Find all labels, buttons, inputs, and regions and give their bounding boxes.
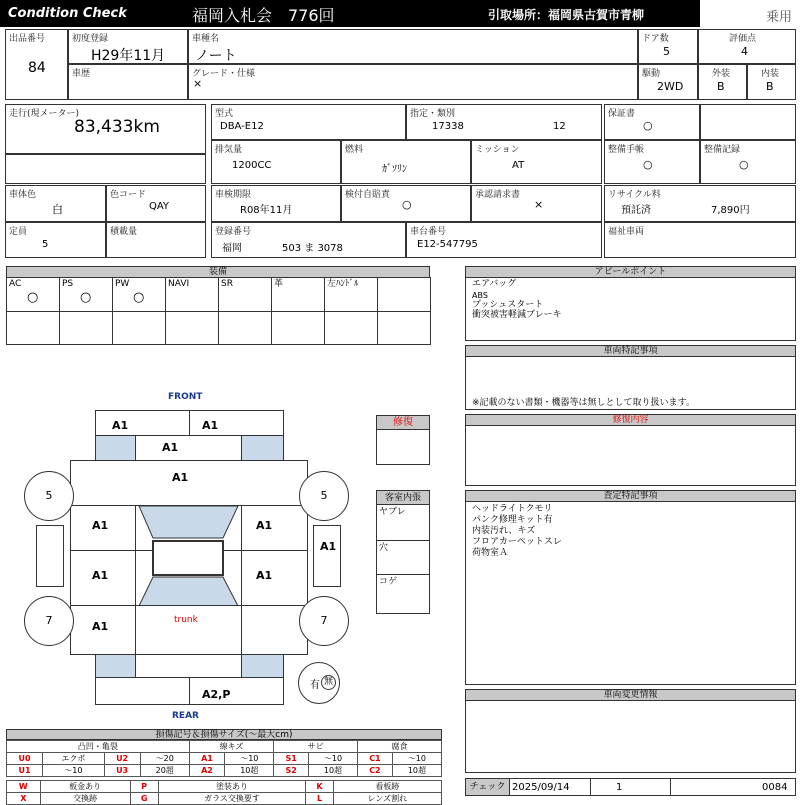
special-header: 車両特記事項 bbox=[465, 345, 796, 357]
fuel: ｶﾞｿﾘﾝ bbox=[382, 164, 407, 175]
wheel-front-right[interactable]: 5 bbox=[299, 471, 349, 521]
legend-desc: ～20 bbox=[140, 753, 189, 765]
door-front-right[interactable]: A1 bbox=[241, 550, 308, 606]
insurance-cell: 検付自賠責 ○ bbox=[341, 185, 471, 222]
category-number: 12 bbox=[553, 121, 566, 132]
mileage: 83,433km bbox=[74, 117, 160, 137]
front-fender-left[interactable]: A1 bbox=[70, 505, 136, 551]
front-bumper-left[interactable]: A1 bbox=[95, 410, 190, 436]
plate-region: 福岡 bbox=[222, 243, 242, 254]
rear-bumper-right[interactable]: A2,P bbox=[189, 677, 284, 705]
lot-cell: 出品番号 84 bbox=[5, 29, 68, 100]
equipment-label: NAVI bbox=[168, 279, 190, 289]
doors: 5 bbox=[663, 45, 670, 58]
approval: × bbox=[534, 198, 544, 211]
auction-name: 福岡入札会 776回 bbox=[192, 6, 335, 25]
legend-code: A2 bbox=[189, 765, 225, 777]
score-cell: 評価点 4 bbox=[698, 29, 796, 64]
legend-code: X bbox=[7, 793, 41, 805]
recycle-cell: リサイクル料 預託済 7,890円 bbox=[604, 185, 796, 222]
special-box bbox=[465, 356, 796, 410]
taillight-right[interactable] bbox=[241, 654, 284, 678]
warranty-extra-cell bbox=[700, 104, 796, 140]
legend-desc: レンズ割れ bbox=[333, 793, 441, 805]
assessment-box: ヘッドライトクモリ パンク修理キット有 内装汚れ、キズ フロアカーペットスレ 荷物室Ａ bbox=[465, 501, 796, 685]
legend-code: G bbox=[130, 793, 158, 805]
history-cell: 車歴 bbox=[68, 64, 188, 100]
trunk-lid[interactable] bbox=[135, 654, 242, 678]
inspection-expiry: R08年11月 bbox=[240, 205, 293, 216]
mileage-cell: 走行(現メーター) 83,433km bbox=[5, 104, 206, 154]
legend-desc: ガラス交換要す bbox=[158, 793, 306, 805]
fuel-cell: 燃料 ｶﾞｿﾘﾝ bbox=[341, 140, 471, 184]
legend-table-sizes bbox=[6, 740, 442, 777]
wheel-rear-right[interactable]: 7 bbox=[299, 596, 349, 646]
glass-shapes bbox=[135, 505, 242, 606]
category-cell bbox=[700, 0, 800, 27]
equipment-value: ○ bbox=[27, 290, 39, 305]
taillight-left[interactable] bbox=[95, 654, 136, 678]
legend-group: サビ bbox=[274, 741, 358, 753]
interior-box: 客室内張 ヤブレ 穴 コゲ bbox=[376, 490, 430, 614]
legend-code: C2 bbox=[358, 765, 393, 777]
warranty: ○ bbox=[643, 119, 653, 132]
doors-cell: ドア数 5 bbox=[638, 29, 698, 64]
spare-tire[interactable]: 有 無 bbox=[298, 662, 340, 704]
equipment-label: 左ﾊﾝﾄﾞﾙ bbox=[327, 279, 359, 289]
first-registration-cell: 初度登録 H29年11月 bbox=[68, 29, 188, 64]
plate-number: 503 ま 3078 bbox=[282, 243, 343, 254]
body-color-cell: 車体色 白 bbox=[5, 185, 106, 222]
chassis-cell: 車台番号 E12-547795 bbox=[406, 222, 602, 258]
grille[interactable]: A1 bbox=[135, 435, 242, 461]
mirror-right[interactable]: A1 bbox=[313, 525, 341, 587]
model: DBA-E12 bbox=[220, 121, 264, 132]
first-registration: H29年11月 bbox=[91, 48, 166, 64]
body-color: 白 bbox=[52, 203, 63, 216]
legend-code: S1 bbox=[274, 753, 309, 765]
car-name: ノート bbox=[195, 48, 237, 64]
repair-box bbox=[465, 425, 796, 486]
door-front-left[interactable]: A1 bbox=[70, 550, 136, 606]
welfare-cell: 福祉車両 bbox=[604, 222, 796, 258]
designation-cell: 指定・類別 17338 12 bbox=[406, 104, 602, 140]
legend-group: 腐食 bbox=[358, 741, 442, 753]
wheel-rear-left[interactable]: 7 bbox=[24, 596, 74, 646]
check-page: 1 bbox=[616, 782, 623, 793]
repair-header: 修復内容 bbox=[465, 414, 796, 426]
legend-desc: 看板跡 bbox=[333, 781, 441, 793]
repair-label-box: 修復 bbox=[376, 415, 430, 465]
spare-mark: 無 bbox=[321, 675, 336, 690]
chassis-number: E12-547795 bbox=[417, 239, 478, 250]
grade-cell: グレード・仕様 × bbox=[188, 64, 638, 100]
plate-cell: 登録番号 福岡 503 ま 3078 bbox=[211, 222, 406, 258]
legend-code: K bbox=[306, 781, 333, 793]
legend-code: L bbox=[306, 793, 333, 805]
capacity-cell: 定員 5 bbox=[5, 222, 106, 258]
legend-code: U2 bbox=[104, 753, 140, 765]
legend-desc: 交換跡 bbox=[40, 793, 130, 805]
legend-desc: 10超 bbox=[225, 765, 274, 777]
hood[interactable]: A1 bbox=[70, 460, 308, 506]
rear-bumper-left[interactable] bbox=[95, 677, 190, 705]
car-name-cell: 車種名 ノート bbox=[188, 29, 638, 64]
equipment-label: AC bbox=[9, 279, 22, 289]
legend-desc: 板金あり bbox=[40, 781, 130, 793]
insurance: ○ bbox=[402, 198, 412, 211]
recycle-status: 預託済 bbox=[621, 205, 651, 216]
legend-code: U3 bbox=[104, 765, 140, 777]
check-label: チェック bbox=[466, 779, 510, 795]
front-bumper-right[interactable]: A1 bbox=[189, 410, 284, 436]
appeal-box: エアバッグ ABS プッシュスタート 衝突被害軽減ブレーキ bbox=[465, 277, 796, 341]
designation: 17338 bbox=[432, 121, 464, 132]
trunk-area[interactable] bbox=[135, 605, 242, 655]
legend-group: 線キズ bbox=[189, 741, 274, 753]
score: 4 bbox=[741, 45, 748, 58]
check-date: 2025/09/14 bbox=[512, 782, 570, 793]
equipment-value: ○ bbox=[80, 290, 92, 305]
load-cell: 積載量 bbox=[106, 222, 206, 258]
exterior-cell: 外装 B bbox=[698, 64, 747, 100]
legend-desc: 塗装あり bbox=[158, 781, 306, 793]
headlight-right[interactable] bbox=[241, 435, 284, 461]
check-number: 0084 bbox=[762, 782, 788, 793]
category: 乗用 bbox=[766, 10, 793, 25]
legend-code: C1 bbox=[358, 753, 393, 765]
drive: 2WD bbox=[657, 80, 684, 93]
header-title: Condition Check bbox=[8, 6, 127, 21]
legend-desc: 20超 bbox=[140, 765, 189, 777]
assessment-header: 査定特記事項 bbox=[465, 490, 796, 502]
grade: × bbox=[193, 77, 203, 90]
legend-desc: エクボ bbox=[43, 753, 104, 765]
model-cell: 型式 DBA-E12 bbox=[211, 104, 406, 140]
appeal-header: アピールポイント bbox=[465, 266, 796, 278]
legend-desc: ～10 bbox=[392, 753, 441, 765]
equipment-label: PW bbox=[115, 279, 130, 289]
legend-code: W bbox=[7, 781, 41, 793]
legend-desc: ～10 bbox=[225, 753, 274, 765]
color-code-cell: 色コード QAY bbox=[106, 185, 206, 222]
mission-cell: ミッション AT bbox=[471, 140, 602, 184]
maintenance-manual-cell: 整備手帳 ○ bbox=[604, 140, 700, 184]
equipment-label: 革 bbox=[274, 279, 284, 289]
legend-table-marks bbox=[6, 780, 442, 805]
approval-cell: 承認請求書 × bbox=[471, 185, 602, 222]
equipment-value: ○ bbox=[133, 290, 145, 305]
legend-desc: 10超 bbox=[308, 765, 357, 777]
capacity: 5 bbox=[42, 239, 49, 250]
wheel-front-left[interactable]: 5 bbox=[24, 471, 74, 521]
legend-code: U1 bbox=[7, 765, 43, 777]
warranty-cell: 保証書 ○ bbox=[604, 104, 700, 140]
change-box bbox=[465, 700, 796, 773]
change-header: 車両変更情報 bbox=[465, 689, 796, 701]
legend-desc: ～10 bbox=[308, 753, 357, 765]
maintenance-manual: ○ bbox=[643, 158, 653, 171]
maintenance-record: ○ bbox=[739, 158, 749, 171]
recycle-fee: 7,890円 bbox=[711, 205, 750, 216]
maintenance-record-cell: 整備記録 ○ bbox=[700, 140, 796, 184]
displacement-cell: 排気量 1200CC bbox=[211, 140, 341, 184]
mirror-left[interactable] bbox=[36, 525, 64, 587]
front-label: FRONT bbox=[168, 392, 203, 402]
interior-grade: B bbox=[766, 80, 774, 93]
inspection-cell: 車検期限 R08年11月 bbox=[211, 185, 341, 222]
damage-legend: 損傷記号＆損傷サイズ(～最大cm) 凸凹・亀裂 線キズ サビ 腐食 U0 エクボ U2 ～20 A1 ～10 S1 ～10 C1 ～10 U1 ～10 U3 20超 A2 10超 S2 10超 C2 10超 W 板金あり P 塗装あり K 看板跡 X 交換跡 G ガラス交換要す L レンズ割れ bbox=[6, 729, 442, 805]
color-code: QAY bbox=[149, 201, 170, 212]
special-note: ※記載のない書類・機器等は無しとして取り扱います。 bbox=[472, 398, 695, 408]
front-fender-right[interactable]: A1 bbox=[241, 505, 308, 551]
legend-desc: ～10 bbox=[43, 765, 104, 777]
equipment-label: PS bbox=[62, 279, 74, 289]
exterior-grade: B bbox=[717, 80, 725, 93]
displacement: 1200CC bbox=[232, 160, 272, 171]
lot-number: 84 bbox=[28, 60, 46, 76]
rear-label: REAR bbox=[172, 711, 199, 721]
legend-code: S2 bbox=[274, 765, 309, 777]
legend-code: P bbox=[130, 781, 158, 793]
door-rear-right[interactable] bbox=[241, 605, 308, 655]
legend-group: 凸凹・亀裂 bbox=[7, 741, 190, 753]
drive-cell: 駆動 2WD bbox=[638, 64, 698, 100]
equipment-label: SR bbox=[221, 279, 233, 289]
legend-code: U0 bbox=[7, 753, 43, 765]
door-rear-left[interactable]: A1 bbox=[70, 605, 136, 655]
interior-cell: 内装 B bbox=[747, 64, 796, 100]
legend-desc: 10超 bbox=[392, 765, 441, 777]
mission: AT bbox=[512, 160, 525, 171]
trunk-label: trunk bbox=[174, 615, 198, 625]
legend-code: A1 bbox=[189, 753, 225, 765]
pickup-location: 引取場所：福岡県古賀市青柳 bbox=[488, 8, 645, 22]
check-footer bbox=[465, 778, 796, 796]
equipment-header: 装備 bbox=[6, 266, 430, 278]
headlight-left[interactable] bbox=[95, 435, 136, 461]
